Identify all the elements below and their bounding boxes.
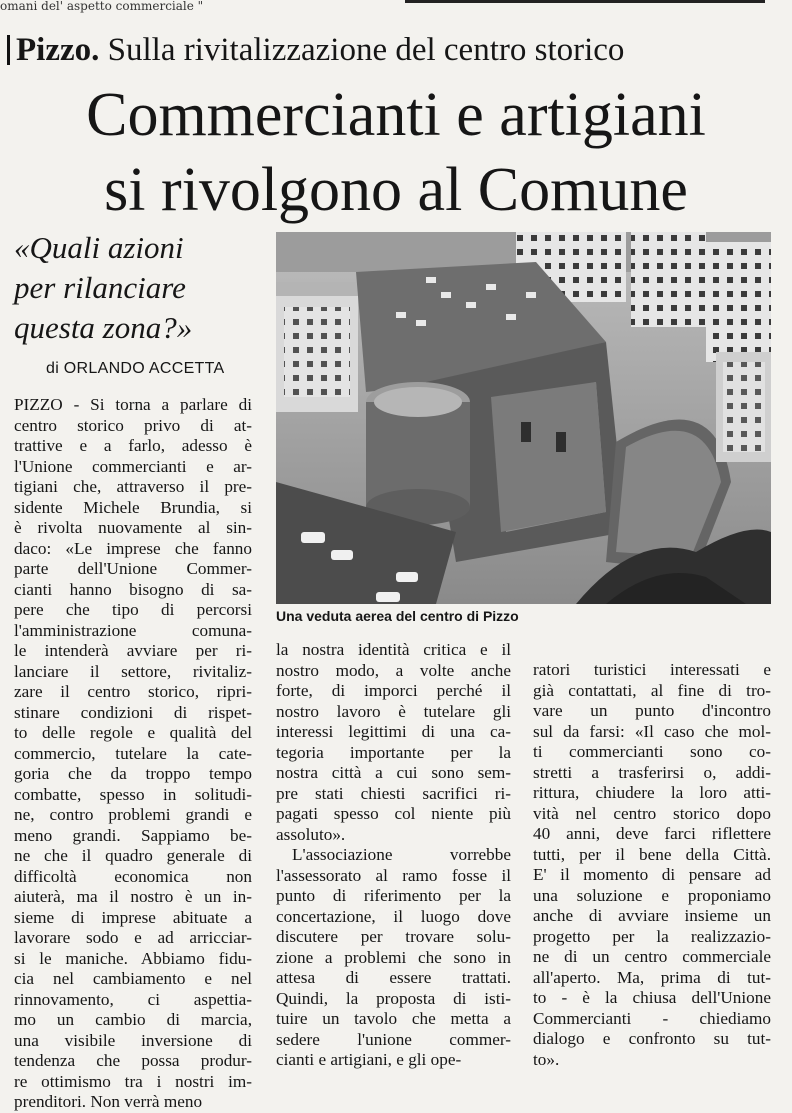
article-line: difficoltà economica non [14,866,252,886]
article-line: rittura, chiudere la loro atti- [533,783,771,802]
article-line: to - è la chiusa dell'Unione [533,988,771,1007]
aerial-photo [276,232,771,604]
article-line: daco: «Le imprese che fanno [14,538,252,558]
article-line: ne che il quadro generale di [14,846,252,865]
article-column-2 [276,640,511,1071]
article-line: stinare condizioni di rispet- [14,702,252,722]
article-column-1 [14,395,252,1113]
kicker-topic: Sulla rivitalizzazione del centro storico [107,32,625,68]
article-line: trattive e a farlo, adesso è [14,436,252,455]
article-line: punto di riferimento per la [276,886,511,905]
article-line: ne di un centro commerciale [533,947,771,966]
article-line: tendenza che possa produr- [14,1051,252,1070]
article-line: già contattati, al fine di tro- [533,680,771,700]
article-line: commercio, tutelare la cate- [14,743,252,763]
article-line: tigiani che, attraverso il pre- [14,477,252,496]
article-line: una soluzione e proponiamo [533,885,771,905]
article-line: attesa di essere trattati. [276,968,511,987]
kicker-bar [7,35,10,65]
article-line: stretti a trasferirsi o, addi- [533,762,771,782]
lede-line-1: «Quali azioni [14,230,184,265]
article-line: progetto per la realizzazio- [533,926,771,946]
article-line: all'aperto. Ma, prima di tut- [533,967,771,987]
article-line: anche di avviare insieme un [533,906,771,925]
article-line: rinnovamento, ci aspettia- [14,989,252,1009]
article-line: meno grandi. Sappiamo be- [14,825,252,845]
article-line: si le maniche. Abbiamo fidu- [14,948,252,968]
article-line: pre stati chiesti sacrifici ri- [276,783,511,803]
article-line: E' il momento di pensare ad [533,865,771,884]
article-line: goria che da troppo tempo [14,764,252,783]
article-line: combatte, spesso in solitudi- [14,784,252,804]
article-line: 40 anni, deve farci riflettere [533,824,771,843]
article-line: forte, di imporci perché il [276,681,511,700]
article-line: nostro modo, a volte anche [276,660,511,680]
article-line: pagati spesso col niente più [276,804,511,823]
article-line: ratori turistici interessati e [533,660,771,679]
byline: di ORLANDO ACCETTA [46,360,225,377]
article-line: lavorare sodo e ad arricciar- [14,928,252,947]
article-line: concertazione, il luogo dove [276,906,511,926]
article-line: sieme di imprese abituate a [14,907,252,927]
previous-article-fragment: omani del' aspetto commerciale " [0,0,204,13]
article-line: parte dell'Unione Commer- [14,559,252,578]
article-line: vità nel centro storico dopo [533,803,771,823]
article-line: nostro lavoro è tutelare gli [276,701,511,721]
headline-line-1: Commercianti e artigiani [86,81,706,149]
article-line: cia nel cambiamento e nel [14,969,252,988]
article-column-3 [533,660,771,1070]
article-line: ne, contro problemi grandi e [14,805,252,824]
top-rule [405,0,765,3]
lede-line-2: per rilanciare [14,270,186,305]
article-line: l'amministrazione comuna- [14,620,252,640]
article-line: to». [533,1049,560,1069]
kicker [16,30,624,70]
headline-line-2: si rivolgono al Comune [104,156,688,224]
kicker-place: Pizzo. [16,32,100,68]
article-line: PIZZO - Si torna a parlare di [14,395,252,414]
article-line: cianti e artigiani, e gli ope- [276,1050,462,1069]
article-line: tegoria importante per la [276,742,511,762]
article-line: una visibile inversione di [14,1030,252,1050]
article-line: nostra città a cui sono sem- [276,763,511,782]
article-line: mo un cambio di marcia, [14,1010,252,1029]
article-line: to delle regole e qualità del [14,723,252,742]
article-line: dialogo e confronto su tut- [533,1029,771,1048]
photo-caption: Una veduta aerea del centro di Pizzo [276,608,519,624]
article-line: ti commercianti sono co- [533,742,771,761]
article-line: sedere l'unione commer- [276,1029,511,1049]
article-line: sul da farsi: «Il caso che mol- [533,721,771,741]
article-line: re ottimismo tra i nostri im- [14,1071,252,1091]
lede [14,228,264,348]
article-line: l'Unione commercianti e ar- [14,456,252,476]
article-line: L'associazione vorrebbe [292,845,511,864]
article-line: tutti, per il bene della Città. [533,844,771,864]
article-line: Commercianti - chiediamo [533,1008,771,1028]
article-line: vare un punto d'incontro [533,701,771,720]
previous-article-strip [0,0,792,14]
article-line: discutere per trovare solu- [276,927,511,946]
article-line: centro storico privo di at- [14,415,252,435]
article-line: pere che tipo di percorsi [14,600,252,619]
article-line: zione a problemi che sono in [276,947,511,967]
article-line: la nostra identità critica e il [276,640,511,659]
article-line: cianti hanno bisogno di sa- [14,579,252,599]
article-line: tuire un tavolo che metta a [276,1009,511,1028]
article-line: l'assessorato al ramo fosse il [276,865,511,885]
article-line: assoluto». [276,824,346,844]
article-line: lanciare il settore, rivitaliz- [14,661,252,681]
article-line: Quindi, la proposta di isti- [276,988,511,1008]
article-line: le intenderà avviare per ri- [14,641,252,660]
article-line: sidente Michele Brundia, si [14,497,252,517]
article-line: zare il centro storico, ripri- [14,682,252,701]
lede-line-3: questa zona?» [14,310,193,345]
article-line: prenditori. Non verrà meno [14,1092,203,1111]
article-line: è rivolta nuovamente al sin- [14,518,252,537]
article-line: aiuterà, ma il nostro è un in- [14,887,252,906]
aerial-photo-image [276,232,771,604]
article-line: interessi legittimi di una ca- [276,722,511,741]
